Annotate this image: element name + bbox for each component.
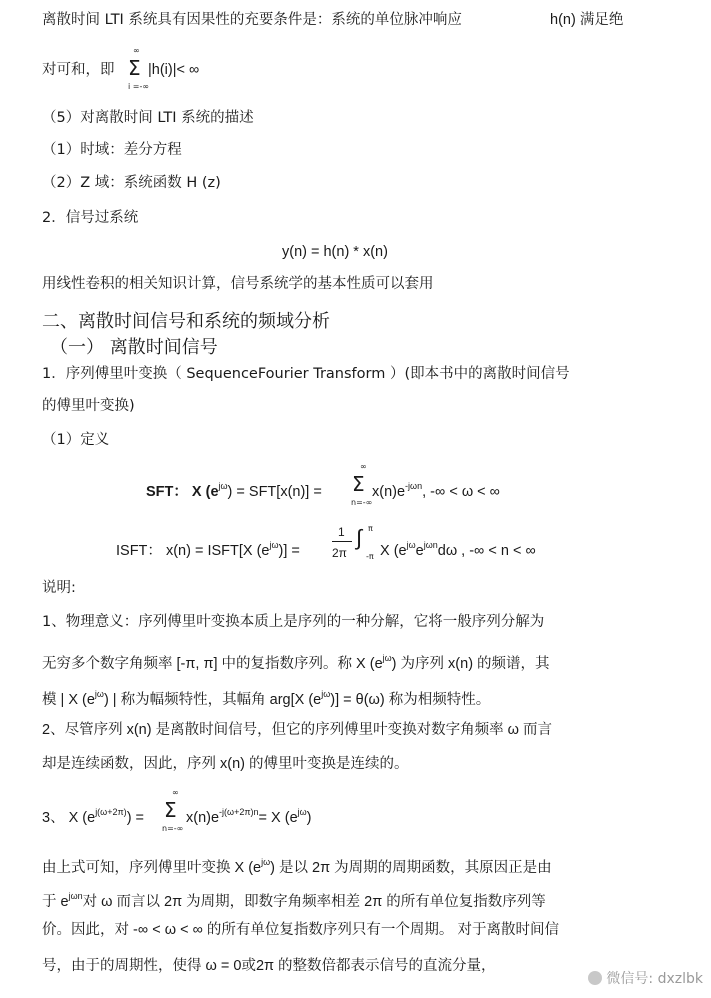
explanation-label: 说明: <box>42 580 76 596</box>
sum-upper-limit: ∞ <box>133 46 140 55</box>
fraction-bar <box>332 541 352 542</box>
sft-sum-symbol: Σ <box>352 472 365 496</box>
note-1-l2a: 无穷多个数字角频率 [-π, π] 中的复指数序列。称 X (e <box>42 656 383 672</box>
note-1-l3a: 模 | X (e <box>42 692 95 708</box>
time-domain-item: （1）时域：差分方程 <box>42 142 182 158</box>
note-1-l3-exp2: jω <box>321 689 331 699</box>
note-3-rhs <box>186 802 312 828</box>
note-1-l2b: ) 为序列 x(n) 的频谱，其 <box>391 656 550 672</box>
subsection-heading: （一） 离散时间信号 <box>50 337 218 358</box>
text-line-causality: 离散时间 LTI 系统具有因果性的充要条件是：系统的单位脉冲响应 <box>42 12 462 28</box>
isft-mid: )] = <box>278 543 300 559</box>
note-2-line-2: 却是连续函数，因此，序列 x(n) 的傅里叶变换是连续的。 <box>42 756 409 772</box>
note-1-l3-exp: jω <box>94 689 104 699</box>
isft-term2-exp: jωn <box>423 540 438 550</box>
paragraph-line-3: 价。因此，对 -∞ < ω < ∞ 的所有单位复指数序列只有一个周期。 对于离散时间信 <box>42 922 559 938</box>
sft-formula <box>146 476 322 502</box>
convolution-formula: y(n) = h(n) * x(n) <box>282 244 388 260</box>
isft-exp: jω <box>269 540 279 550</box>
sft-lhs: SFT： X (e <box>146 484 219 500</box>
isft-denominator: 2π <box>332 546 347 560</box>
para-l1-exp: jω <box>261 857 271 867</box>
note-3-lhs: 3、 X (e <box>42 810 96 826</box>
integral-lower: -π <box>366 552 374 561</box>
sft-intro: 1．序列傅里叶变换（ SequenceFourier Transform ）(即本书中的离散时间信号 <box>42 366 570 382</box>
isft-rhs <box>380 535 536 561</box>
watermark-text: 微信号: dxzlbk <box>606 971 703 987</box>
note-1-l3b: ) | 称为幅频特性，其幅角 arg[X (e <box>103 692 322 708</box>
isft-formula <box>116 535 300 561</box>
z-domain-item: （2）Z 域：系统函数 H (z) <box>42 175 221 191</box>
isft-lhs: ISFT： x(n) = ISFT[X (e <box>116 543 270 559</box>
sft-intro-cont: 的傅里叶变换) <box>42 398 135 414</box>
paragraph-line-2 <box>42 886 546 912</box>
integral-upper: π <box>368 524 373 533</box>
sft-exp: jω <box>218 481 228 491</box>
text-line-causality-end: h(n) 满足绝 <box>550 12 624 28</box>
watermark <box>588 968 703 988</box>
isft-term-exp: jω <box>406 540 416 550</box>
note-3-eq-exp: jω <box>297 807 307 817</box>
para-l2b: 对 ω 而言以 2π 为周期，即数字角频率相差 2π 的所有单位复指数序列等 <box>82 894 546 910</box>
para-l2-exp: jωn <box>68 891 83 901</box>
note-3-mid: ) = <box>126 810 145 826</box>
section-2-heading: 2．信号过系统 <box>42 210 139 226</box>
sft-mid: ) = SFT[x(n)] = <box>227 484 322 500</box>
note-3-exp: j(ω+2π) <box>95 807 127 817</box>
sum-symbol: Σ <box>128 56 141 80</box>
isft-term2: e <box>415 543 424 559</box>
paragraph-line-4: 号，由于的周期性，使得 ω = 0或2π 的整数倍都表示信号的直流分量， <box>42 958 496 974</box>
isft-range: dω , -∞ < n < ∞ <box>437 543 536 559</box>
sft-sum-top: ∞ <box>360 462 367 471</box>
note-1-line-1: 1、物理意义：序列傅里叶变换本质上是序列的一种分解，它将一般序列分解为 <box>42 614 545 630</box>
section-5-heading: （5）对离散时间 LTI 系统的描述 <box>42 110 254 126</box>
note-1-l3c: )] = θ(ω) 称为相频特性。 <box>330 692 491 708</box>
note-1-line-2 <box>42 648 550 674</box>
chapter-heading: 二、离散时间信号和系统的频域分析 <box>42 311 330 332</box>
isft-numerator: 1 <box>338 525 345 539</box>
sft-rhs <box>372 476 500 502</box>
para-l1b: ) 是以 2π 为周期的周期函数，其原因正是由 <box>270 860 552 876</box>
sft-term-exp: -jωn <box>405 481 423 491</box>
note-1-line-3 <box>42 684 490 710</box>
integral-symbol: ∫ <box>356 525 363 550</box>
convolution-note: 用线性卷积的相关知识计算，信号系统学的基本性质可以套用 <box>42 276 434 292</box>
note-3-sum-symbol: Σ <box>164 798 177 822</box>
sft-term: x(n)e <box>372 484 406 500</box>
note-1-l2-exp: jω <box>382 653 392 663</box>
sum-lower-limit: i =-∞ <box>128 82 150 91</box>
sft-range: , -∞ < ω < ∞ <box>422 484 501 500</box>
note-3-sum-bottom: n=-∞ <box>162 824 184 833</box>
text-absolutely-summable: 对可和，即 <box>42 62 115 78</box>
isft-term: X (e <box>380 543 407 559</box>
note-3-eq: = X (e <box>258 810 298 826</box>
para-l2a: 于 e <box>42 894 69 910</box>
para-l1a: 由上式可知，序列傅里叶变换 X (e <box>42 860 262 876</box>
note-3-term-exp: -j(ω+2π)n <box>219 807 259 817</box>
definition-heading: （1）定义 <box>42 432 110 448</box>
sft-sum-bottom: n=-∞ <box>351 498 373 507</box>
note-3-formula <box>42 802 144 828</box>
paragraph-line-1 <box>42 852 552 878</box>
note-3-term: x(n)e <box>186 810 220 826</box>
note-3-sum-top: ∞ <box>172 788 179 797</box>
note-2-line-1: 2、尽管序列 x(n) 是离散时间信号，但它的序列傅里叶变换对数字角频率 ω 而言 <box>42 722 552 738</box>
note-3-close: ) <box>306 810 312 826</box>
wechat-icon <box>588 971 602 985</box>
sum-expression: |h(i)|< ∞ <box>148 62 200 78</box>
